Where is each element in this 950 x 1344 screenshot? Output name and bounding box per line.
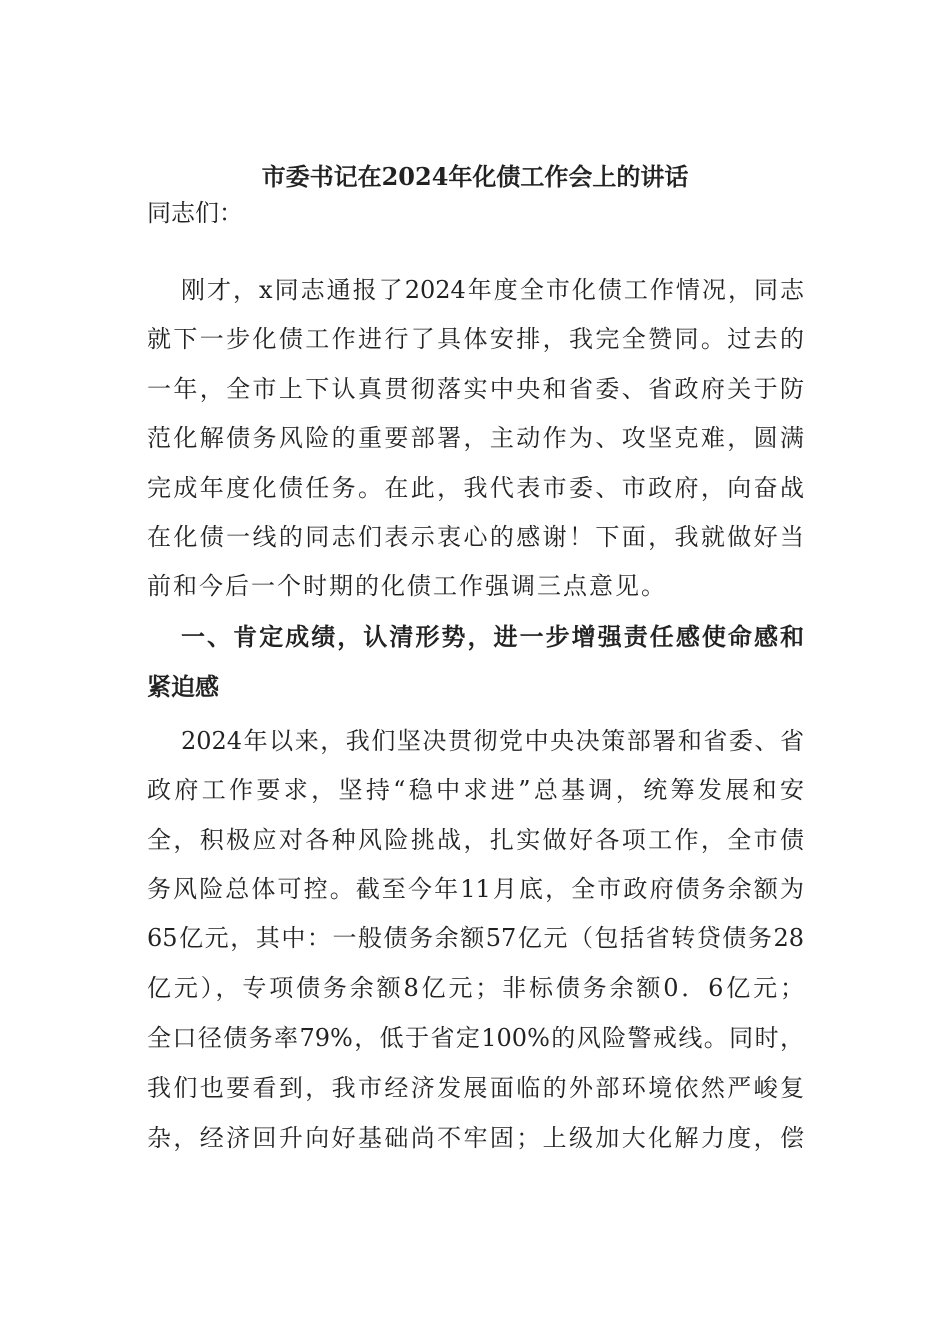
- paragraph-line: 一年，全市上下认真贯彻落实中央和省委、省政府关于防: [147, 375, 804, 403]
- paragraph-line: 全口径债务率79%，低于省定100%的风险警戒线。同时，: [147, 1024, 804, 1052]
- paragraph-line: 亿元），专项债务余额8亿元；非标债务余额0．6亿元；: [147, 974, 804, 1002]
- paragraph-line: 全，积极应对各种风险挑战，扎实做好各项工作，全市债: [147, 826, 804, 854]
- paragraph-line: 政府工作要求，坚持“稳中求进”总基调，统筹发展和安: [147, 776, 804, 804]
- paragraph-line: 在化债一线的同志们表示衷心的感谢！下面，我就做好当: [147, 523, 804, 551]
- paragraph-line: 杂，经济回升向好基础尚不牢固；上级加大化解力度，偿: [147, 1124, 804, 1152]
- paragraph-line: 前和今后一个时期的化债工作强调三点意见。: [147, 572, 667, 600]
- paragraph-line: 刚才，x同志通报了2024年度全市化债工作情况，同志: [181, 276, 804, 304]
- paragraph-line: 就下一步化债工作进行了具体安排，我完全赞同。过去的: [147, 325, 804, 353]
- document-title: 市委书记在2024年化债工作会上的讲话: [261, 162, 689, 191]
- paragraph-line: 务风险总体可控。截至今年11月底，全市政府债务余额为: [147, 875, 804, 903]
- paragraph-line: 我们也要看到，我市经济发展面临的外部环境依然严峻复: [147, 1074, 804, 1102]
- paragraph-line: 2024年以来，我们坚决贯彻党中央决策部署和省委、省: [181, 727, 804, 755]
- paragraph-line: 65亿元，其中：一般债务余额57亿元（包括省转贷债务28: [147, 924, 804, 952]
- salutation: 同志们：: [147, 199, 243, 227]
- heading-line: 一、肯定成绩，认清形势，进一步增强责任感使命感和: [181, 622, 804, 651]
- paragraph-line: 范化解债务风险的重要部署，主动作为、攻坚克难，圆满: [147, 424, 804, 452]
- heading-line: 紧迫感: [147, 672, 219, 701]
- paragraph-line: 完成年度化债任务。在此，我代表市委、市政府，向奋战: [147, 474, 804, 502]
